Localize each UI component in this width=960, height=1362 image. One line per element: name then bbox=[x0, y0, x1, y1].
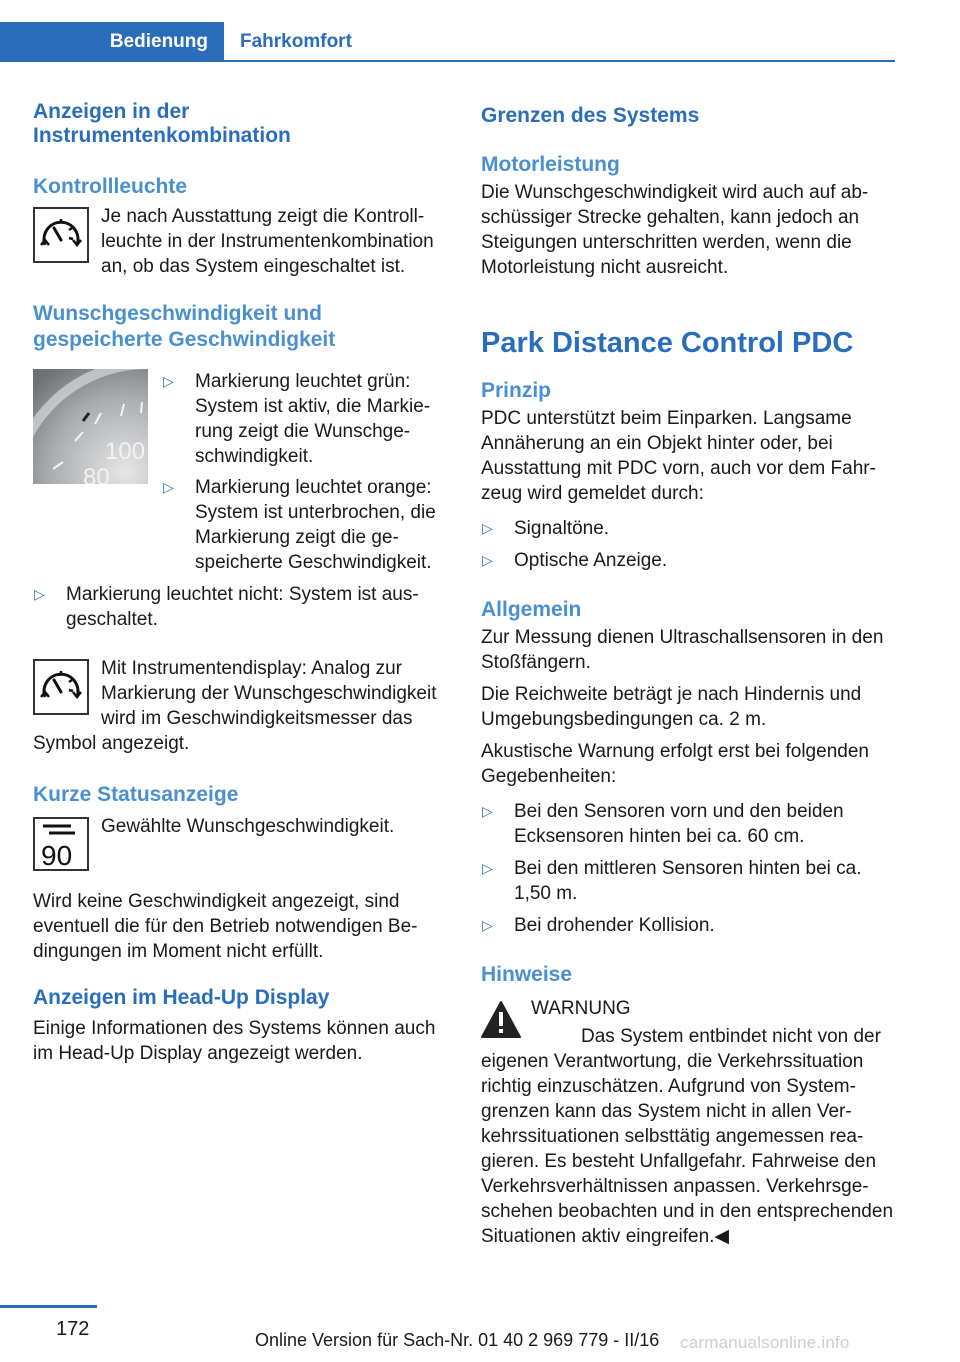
instrument-block bbox=[33, 656, 443, 756]
triangle-bullet-icon: ▷ bbox=[34, 586, 45, 602]
watermark: carmanualsonline.info bbox=[680, 1333, 850, 1352]
triangle-bullet-icon: ▷ bbox=[482, 917, 493, 933]
allgemein-p2: Die Reichweite beträgt je nach Hindernis und Umgebungsbedingungen ca. 2 m. bbox=[481, 684, 862, 730]
status-90-icon bbox=[33, 817, 89, 871]
warning-block bbox=[481, 996, 895, 1249]
heading-hinweise: Hinweise bbox=[481, 963, 573, 986]
heading-head-up-display: Anzeigen im Head-Up Display bbox=[33, 986, 330, 1009]
page-number: 172 bbox=[56, 1318, 90, 1340]
speedo-label-100: 100 bbox=[105, 438, 146, 465]
prinzip-text: PDC unterstützt beim Einparken. Langsame Annäherung an ein Objekt hinter oder, bei Ausstattung mit PDC vorn, auch vor dem Fahrzeug wird gemeldet durch: bbox=[481, 408, 876, 504]
heading-prinzip: Prinzip bbox=[481, 379, 552, 402]
heading-pdc: Park Distance Control PDC bbox=[481, 327, 854, 359]
footer-rule bbox=[0, 1305, 97, 1308]
list-item: ▷ Bei den mittleren Sensoren hinten bei ca. 1,50 m. bbox=[482, 858, 862, 904]
warning-text: Das System entbindet nicht von der eigenen Verantwortung, die Verkehrssituation richtig einzuschätzen. Aufgrund von Systemgrenzen kann das System nicht in allen Verkehrssituationen selbsttätig angemessen reagieren. Es besteht Unfallgefahr. Fahrweise den Verkehrsverhältnissen anpassen. Verkehrsgeschehen beobachten und in den entsprechenden Situationen aktiv eingreifen.◀ bbox=[481, 1026, 894, 1247]
allgemein-list bbox=[481, 799, 895, 938]
heading-wunschgeschwindigkeit: Wunschgeschwindigkeit und gespeicherte Geschwindigkeit bbox=[33, 302, 336, 351]
kontroll-text: Je nach Ausstattung zeigt die Kontrollleuchte in der Instrumentenkombination an, ob das System eingeschaltet ist. bbox=[101, 206, 434, 277]
kurz-block bbox=[33, 814, 443, 875]
speedo-label-80: 80 bbox=[83, 464, 110, 484]
list-item: ▷ Bei drohender Kollision. bbox=[482, 915, 715, 936]
cruise-control-symbol-icon bbox=[33, 659, 89, 715]
kurz-text: Gewählte Wunschgeschwindigkeit. bbox=[101, 816, 395, 837]
tab-fahrkomfort[interactable]: Fahrkomfort bbox=[240, 31, 352, 52]
header-rule bbox=[224, 60, 895, 62]
tab-bedienung[interactable]: Bedienung bbox=[0, 22, 224, 62]
kontroll-block bbox=[33, 204, 443, 279]
list-item: ▷ Markierung leuchtet grün: System ist aktiv, die Markierung zeigt die Wunschgeschwindigkeit. bbox=[163, 371, 431, 467]
warning-title: WARNUNG bbox=[531, 998, 631, 1019]
list-item: ▷ Markierung leuchtet nicht: System ist ausgeschaltet. bbox=[34, 584, 419, 630]
triangle-bullet-icon: ▷ bbox=[482, 860, 493, 876]
speedometer-image bbox=[33, 369, 148, 484]
triangle-bullet-icon: ▷ bbox=[163, 479, 174, 495]
hud-text: Einige Informationen des Systems können auch im Head-Up Display angezeigt werden. bbox=[33, 1018, 436, 1064]
svg-text:90: 90 bbox=[41, 840, 73, 869]
allgemein-p1: Zur Messung dienen Ultraschallsensoren in den Stoßfängern. bbox=[481, 627, 884, 673]
triangle-bullet-icon: ▷ bbox=[163, 373, 174, 389]
right-column bbox=[481, 100, 895, 1249]
instrument-text: Mit Instrumentendisplay: Analog zur Markierung der Wunschgeschwindigkeit wird im Geschwindigkeitsmesser das Symbol angezeigt. bbox=[33, 658, 437, 754]
wunsch-block bbox=[33, 369, 443, 575]
list-item: ▷ Markierung leuchtet orange: System ist unterbrochen, die Markierung zeigt die gespeicherte Geschwindigkeit. bbox=[163, 477, 436, 573]
online-version-note: Online Version für Sach-Nr. 01 40 2 969 779 - II/16 bbox=[255, 1330, 660, 1350]
wunsch-list-lower bbox=[33, 582, 443, 632]
motor-text: Die Wunschgeschwindigkeit wird auch auf abschüssiger Strecke gehalten, kann jedoch an Steigungen unterschritten werden, wenn die Motorleistung nicht ausreicht. bbox=[481, 182, 869, 278]
prinzip-list bbox=[481, 516, 895, 573]
heading-motorleistung: Motorleistung bbox=[481, 153, 620, 176]
triangle-bullet-icon: ▷ bbox=[482, 520, 493, 536]
heading-kontrollleuchte: Kontrollleuchte bbox=[33, 175, 188, 198]
triangle-bullet-icon: ▷ bbox=[482, 552, 493, 568]
cruise-control-indicator-icon bbox=[33, 207, 89, 263]
list-item: ▷ Optische Anzeige. bbox=[482, 550, 668, 571]
left-column bbox=[33, 100, 443, 1066]
heading-anzeigen: Anzeigen in der Instrumentenkombination bbox=[33, 100, 291, 147]
heading-kurze-statusanzeige: Kurze Statusanzeige bbox=[33, 783, 239, 806]
list-item: ▷ Signaltöne. bbox=[482, 518, 610, 539]
heading-grenzen: Grenzen des Systems bbox=[481, 104, 700, 127]
triangle-bullet-icon: ▷ bbox=[482, 803, 493, 819]
keine-text: Wird keine Geschwindigkeit angezeigt, sind eventuell die für den Betrieb notwendigen Bedingungen im Moment nicht erfüllt. bbox=[33, 891, 418, 962]
allgemein-p3: Akustische Warnung erfolgt erst bei folgenden Gegebenheiten: bbox=[481, 741, 869, 787]
warning-triangle-icon bbox=[481, 1000, 521, 1040]
wunsch-list-upper bbox=[162, 369, 443, 575]
list-item: ▷ Bei den Sensoren vorn und den beiden Ecksensoren hinten bei ca. 60 cm. bbox=[482, 801, 844, 847]
heading-allgemein: Allgemein bbox=[481, 598, 582, 621]
chapter-tabs bbox=[0, 0, 895, 62]
